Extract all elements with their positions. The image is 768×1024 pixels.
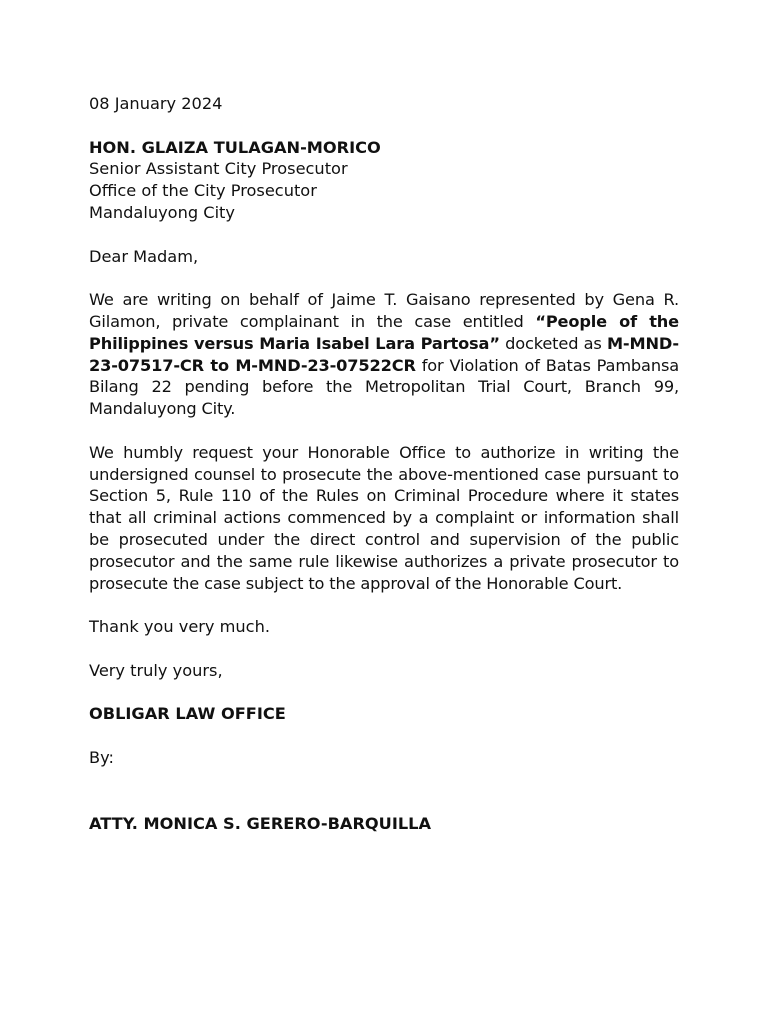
thanks-line: Thank you very much. — [89, 617, 270, 637]
addressee-block — [89, 137, 679, 224]
paragraph1-text-c: for Violation of Batas Pambansa Bilang 22 pending before the Metropolitan Trial Court, Branch 99, Mandaluyong City. — [89, 355, 679, 419]
addressee-position: Senior Assistant City Prosecutor — [89, 159, 348, 179]
complimentary-close: Very truly yours, — [89, 660, 223, 680]
letter-body — [89, 93, 679, 835]
paragraph-request-authority: We humbly request your Honorable Office to authorize in writing the undersigned counsel to prosecute the above-mentioned case pursuant to Section 5, Rule 110 of the Rules on Criminal Procedure where it states that all criminal actions commenced by a complaint or information shall be prosecuted under the direct control and supervision of the public prosecutor and the same rule likewise authorizes a private prosecutor to prosecute the case subject to the approval of the Honorable Court. — [89, 442, 679, 593]
case-numbers: M-MND-23-07517-CR to M-MND-23-07522CR — [89, 333, 679, 375]
addressee-city: Mandaluyong City — [89, 202, 235, 222]
paragraph-request-context — [89, 289, 679, 420]
addressee-office: Office of the City Prosecutor — [89, 181, 317, 201]
paragraph1-text-a: We are writing on behalf of Jaime T. Gaisano represented by Gena R. Gilamon, private complainant in the case entitled — [89, 290, 679, 331]
firm-name: OBLIGAR LAW OFFICE — [89, 704, 286, 724]
paragraph1-text-b: docketed as — [499, 333, 607, 353]
by-line: By: — [89, 747, 114, 767]
case-title: “People of the Philippines versus Maria Isabel Lara Partosa” — [89, 311, 679, 353]
letter-date: 08 January 2024 — [89, 94, 223, 113]
salutation: Dear Madam, — [89, 246, 199, 266]
addressee-name: HON. GLAIZA TULAGAN-MORICO — [89, 137, 381, 157]
signatory-name: ATTY. MONICA S. GERERO-BARQUILLA — [89, 813, 432, 833]
